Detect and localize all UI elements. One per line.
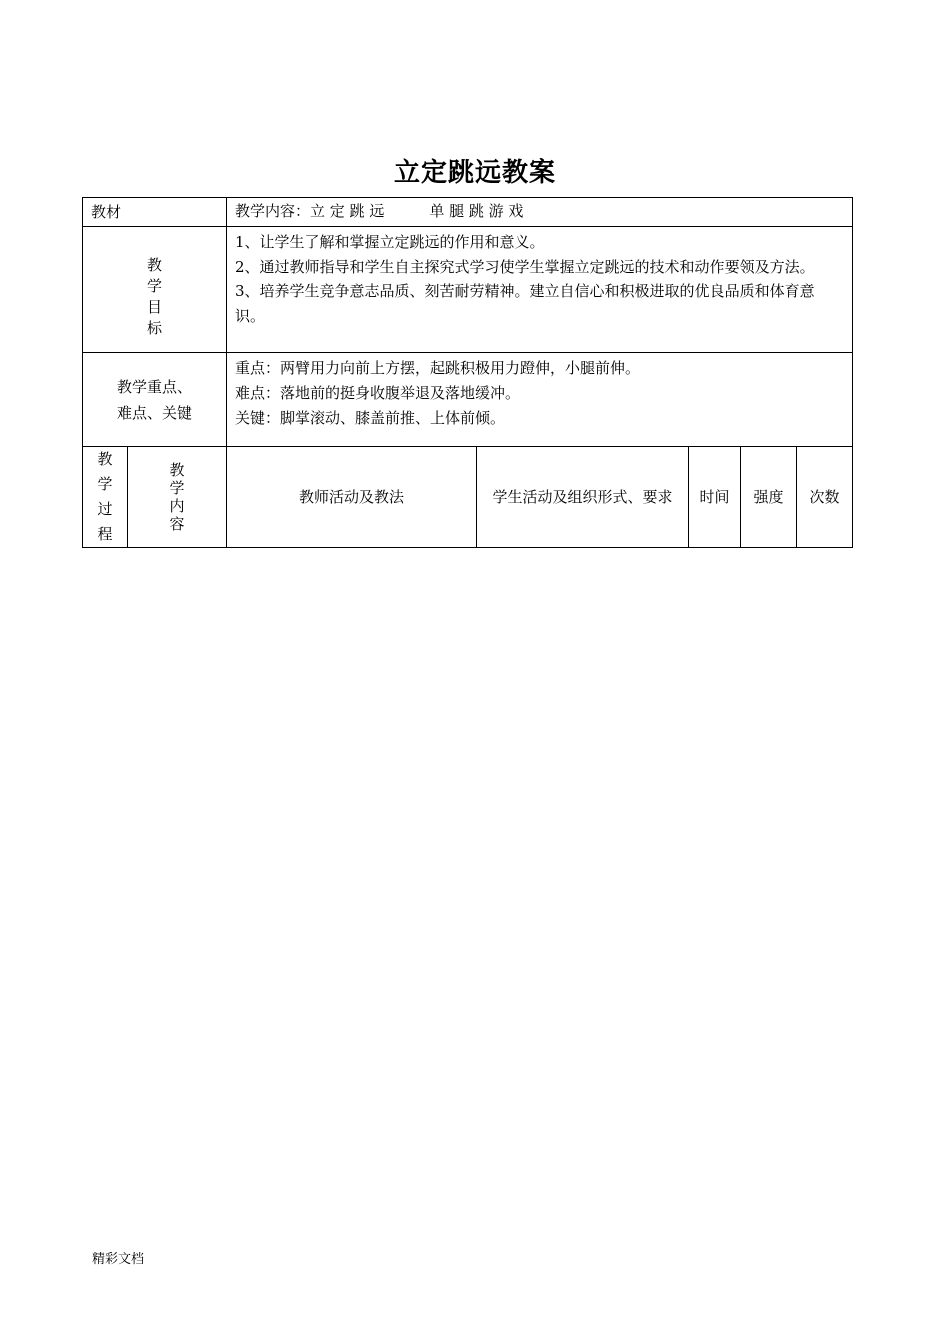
content-label bbox=[128, 447, 227, 548]
key-points-label-line: 难点、关键 bbox=[117, 403, 193, 422]
goal-item: 1、让学生了解和掌握立定跳远的作用和意义。 bbox=[235, 233, 545, 251]
goals-label-vertical bbox=[147, 255, 162, 339]
teacher-activity-header: 教师活动及教法 bbox=[227, 447, 477, 548]
content-label-char: 教 bbox=[169, 461, 185, 479]
goals-label-char: 标 bbox=[147, 318, 163, 337]
material-label: 教材 bbox=[83, 198, 227, 227]
material-row bbox=[83, 198, 853, 227]
process-label bbox=[83, 447, 128, 548]
process-label-char: 过 bbox=[97, 500, 113, 518]
process-label-char: 学 bbox=[97, 475, 113, 493]
content-label-char: 学 bbox=[169, 479, 185, 497]
process-label-char: 程 bbox=[97, 525, 113, 543]
material-content: 教学内容：立 定 跳 远 单 腿 跳 游 戏 bbox=[227, 198, 853, 227]
key-points-label-line: 教学重点、 bbox=[117, 377, 193, 396]
goal-item: 2、通过教师指导和学生自主探究式学习使学生掌握立定跳远的技术和动作要领及方法。 bbox=[235, 257, 815, 276]
goals-label-char: 目 bbox=[147, 297, 163, 316]
key-point-item: 难点：落地前的挺身收腹举退及落地缓冲。 bbox=[235, 384, 521, 402]
document-title: 立定跳远教案 bbox=[393, 158, 556, 188]
key-point-item: 重点：两臂用力向前上方摆，起跳积极用力蹬伸，小腿前伸。 bbox=[235, 359, 641, 377]
lesson-plan-table bbox=[82, 197, 853, 548]
goals-label bbox=[83, 227, 227, 353]
key-point-item: 关键：脚掌滚动、膝盖前推、上体前倾。 bbox=[235, 409, 506, 427]
count-header: 次数 bbox=[797, 447, 853, 548]
footer-text: 精彩文档 bbox=[92, 1252, 145, 1267]
goals-row bbox=[83, 227, 853, 353]
process-header-row bbox=[83, 447, 853, 548]
student-activity-header: 学生活动及组织形式、要求 bbox=[477, 447, 689, 548]
goals-label-char: 教 bbox=[147, 255, 163, 274]
process-label-char: 教 bbox=[97, 450, 113, 468]
content-label-char: 容 bbox=[169, 515, 185, 533]
goals-label-char: 学 bbox=[147, 276, 163, 295]
goal-item: 3、培养学生竞争意志品质、刻苦耐劳精神。建立自信心和积极进取的优良品质和体育意识。 bbox=[235, 282, 815, 325]
key-points-row bbox=[83, 353, 853, 447]
content-label-char: 内 bbox=[169, 497, 185, 515]
goals-content bbox=[227, 227, 853, 353]
key-points-label bbox=[83, 353, 227, 447]
time-header: 时间 bbox=[689, 447, 741, 548]
intensity-header: 强度 bbox=[741, 447, 797, 548]
key-points-content bbox=[227, 353, 853, 447]
